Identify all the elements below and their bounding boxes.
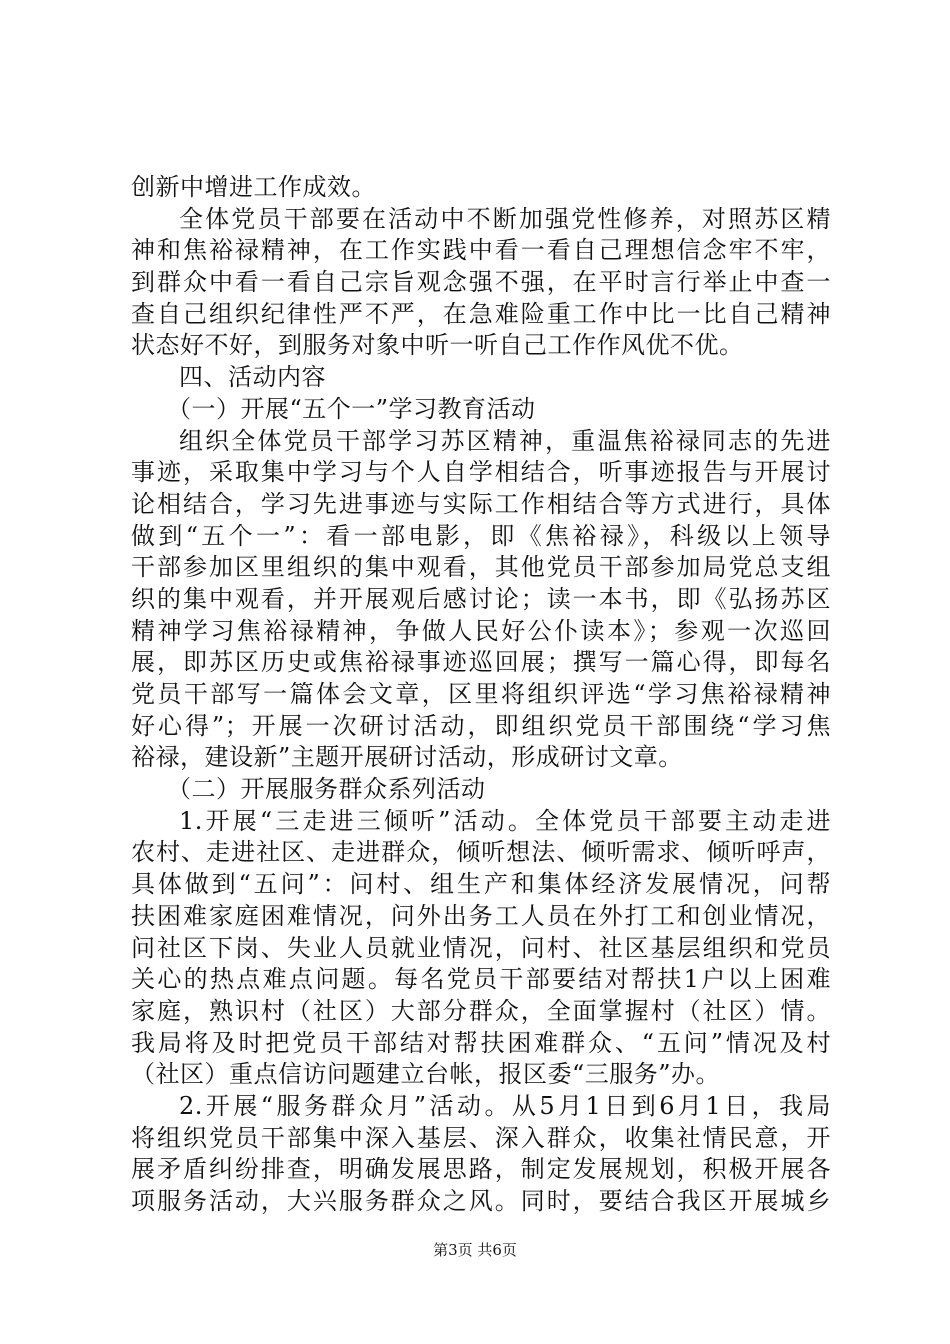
text-line: 项服务活动，大兴服务群众之风。同时，要结合我区开展城乡 bbox=[131, 1187, 831, 1215]
text-line: 家庭，熟识村（社区）大部分群众，全面掌握村（社区）情。 bbox=[131, 996, 831, 1025]
document-body bbox=[131, 172, 831, 1218]
text-line: 事迹，采取集中学习与个人自学相结合，听事迹报告与开展讨 bbox=[131, 458, 831, 487]
text-line: 我局将及时把党员干部结对帮扶困难群众、“五问”情况及村 bbox=[131, 1028, 831, 1057]
text-line: 党员干部写一篇体会文章，区里将组织评选“学习焦裕禄精神 bbox=[131, 680, 831, 708]
text-line: 农村、走进社区、走进群众，倾听想法、倾听需求、倾听呼声， bbox=[131, 838, 831, 867]
text-line: 展，即苏区历史或焦裕禄事迹巡回展；撰写一篇心得，即每名 bbox=[131, 648, 831, 677]
text-line: 创新中增进工作成效。 bbox=[131, 173, 376, 201]
text-line: 问社区下岗、失业人员就业情况，问村、社区基层组织和党员 bbox=[131, 933, 831, 962]
text-line: 精神学习焦裕禄精神，争做人民好公仆读本》；参观一次巡回 bbox=[131, 616, 831, 645]
text-line: 关心的热点难点问题。每名党员干部要结对帮扶1户以上困难 bbox=[131, 965, 831, 994]
paragraph-start-line: 组织全体党员干部学习苏区精神，重温焦裕禄同志的先进 bbox=[179, 426, 831, 455]
text-line: （社区）重点信访问题建立台帐，报区委“三服务”办。 bbox=[131, 1060, 721, 1089]
text-line: 神和焦裕禄精神，在工作实践中看一看自己理想信念牢不牢， bbox=[131, 236, 831, 265]
text-line: 状态好不好，到服务对象中听一听自己工作作风优不优。 bbox=[131, 331, 744, 360]
text-line: 将组织党员干部集中深入基层、深入群众，收集社情民意，开 bbox=[131, 1123, 831, 1152]
text-line: 论相结合，学习先进事迹与实际工作相结合等方式进行，具体 bbox=[131, 489, 831, 518]
text-line: 扶困难家庭困难情况，问外出务工人员在外打工和创业情况， bbox=[131, 901, 831, 930]
text-line: 展矛盾纠纷排查，明确发展思路，制定发展规划，积极开展各 bbox=[131, 1155, 831, 1184]
subsection-heading: （一）开展“五个一”学习教育活动 bbox=[167, 394, 536, 423]
paragraph-start-line: 1.开展“三走进三倾听”活动。全体党员干部要主动走进 bbox=[179, 806, 831, 835]
page-number-footer: 第3页 共6页 bbox=[433, 1241, 517, 1259]
text-line: 查自己组织纪律性严不严，在急难险重工作中比一比自己精神 bbox=[131, 299, 831, 328]
paragraph-start-line: 全体党员干部要在活动中不断加强党性修养，对照苏区精 bbox=[179, 204, 831, 233]
text-line: 织的集中观看，并开展观后感讨论；读一本书，即《弘扬苏区 bbox=[131, 584, 831, 613]
text-line: 具体做到“五问”：问村、组生产和集体经济发展情况，问帮 bbox=[131, 870, 831, 899]
text-line: 做到“五个一”：看一部电影，即《焦裕禄》，科级以上领导 bbox=[131, 521, 831, 550]
text-line: 干部参加区里组织的集中观看，其他党员干部参加局党总支组 bbox=[131, 553, 831, 582]
section-heading: 四、活动内容 bbox=[179, 363, 326, 392]
text-line: 裕禄，建设新”主题开展研讨活动，形成研讨文章。 bbox=[131, 743, 683, 772]
text-line: 到群众中看一看自己宗旨观念强不强，在平时言行举止中查一 bbox=[131, 268, 831, 297]
text-line: 好心得”；开展一次研讨活动，即组织党员干部围绕“学习焦 bbox=[131, 711, 831, 740]
paragraph-start-line: 2.开展“服务群众月”活动。从5月1日到6月1日，我局 bbox=[179, 1091, 831, 1120]
subsection-heading: （二）开展服务群众系列活动 bbox=[167, 775, 486, 804]
